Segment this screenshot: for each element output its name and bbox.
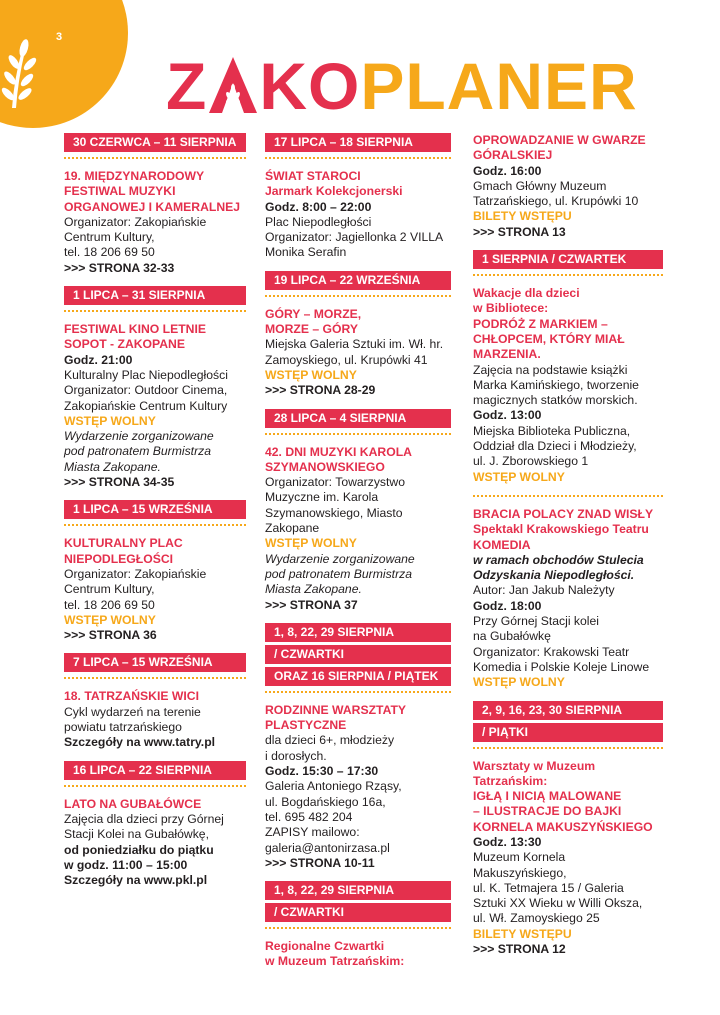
event-title: RODZINNE WARSZTATY [265,702,407,717]
date-header: 1 LIPCA – 15 WRZEŚNIA [64,500,246,519]
event-title: w Muzeum Tatrzańskim: [265,954,405,969]
date-header: 17 LIPCA – 18 SIERPNIA [265,133,451,152]
page-number: 3 [56,31,63,43]
event-organizer: Organizator: Jagiellonka 2 VILLA [265,230,444,245]
event-schedule: w godz. 11:00 – 15:00 [64,857,188,872]
dotted-divider [265,433,451,435]
event-organizer: Organizator: Towarzystwo [265,475,405,490]
event-note: Odzyskania Niepodległości. [473,568,635,583]
event-title: BRACIA POLACY ZNAD WISŁY [473,506,654,521]
date-header: 1, 8, 22, 29 SIERPNIA [265,623,451,642]
date-header: 1, 8, 22, 29 SIERPNIA [265,881,451,900]
event-venue: Gmach Główny Muzeum [473,178,607,193]
event-title: LATO NA GUBAŁÓWCE [64,796,202,811]
event-organizer: Centrum Kultury, [64,230,155,245]
event-title: GÓRALSKIEJ [473,148,553,163]
event-note: w ramach obchodów Stulecia [473,552,644,567]
event-venue: Makuszyńskiego, [473,865,567,880]
event-title: NIEPODLEGŁOŚCI [64,551,174,566]
event-entry [64,536,246,643]
page-reference: >>> STRONA 12 [473,942,566,957]
event-venue: ul. Wł. Zamoyskiego 25 [473,911,600,926]
event-description: magicznych statków morskich. [473,393,638,408]
column-2 [265,133,451,980]
date-header: / CZWARTKI [265,903,451,922]
dotted-divider [64,677,246,679]
dotted-divider [64,785,246,787]
event-title: ŚWIAT STAROCI [265,169,361,183]
event-description: Stacji Kolei na Gubałówkę, [64,827,209,842]
event-description: i dorosłych. [265,748,327,763]
event-venue: ul. K. Tetmajera 15 / Galeria [473,880,624,895]
event-subtitle: Spektakl Krakowskiego Teatru [473,522,649,537]
event-title: MARZENIA. [473,347,541,362]
event-venue: Miejska Biblioteka Publiczna, [473,423,631,438]
event-entry [265,703,451,871]
event-organizer: Zakopane [265,521,320,536]
free-entry-label: WSTĘP WOLNY [64,413,156,428]
event-entry [265,307,451,399]
event-entry [64,169,246,276]
brand-part-2: KO [259,49,361,123]
date-header: 1 LIPCA – 31 SIERPNIA [64,286,246,305]
event-venue: Galeria Antoniego Rząsy, [265,779,402,794]
letter-a-wheat-icon [208,55,258,113]
dotted-divider [473,274,663,276]
page-reference: >>> STRONA 34-35 [64,475,175,490]
event-description: Zajęcia dla dzieci przy Górnej [64,811,224,826]
date-header: 19 LIPCA – 22 WRZEŚNIA [265,271,451,290]
tickets-label: BILETY WSTĘPU [473,209,572,224]
date-header: ORAZ 16 SIERPNIA / PIĄTEK [265,667,451,686]
date-header: 2, 9, 16, 23, 30 SIERPNIA [473,701,663,720]
brand-part-3: PLANER [360,49,638,123]
page-reference: >>> STRONA 32-33 [64,260,175,275]
event-title: KULTURALNY PLAC [64,536,183,551]
event-time: Godz. 21:00 [64,352,133,367]
event-venue: Miejska Galeria Sztuki im. Wł. hr. [265,337,444,352]
dotted-divider [64,524,246,526]
event-entry [64,322,246,490]
event-title: 18. TATRZAŃSKIE WICI [64,689,199,704]
event-phone: tel. 18 206 69 50 [64,597,155,612]
column-3 [473,133,663,967]
event-entry [265,939,451,970]
event-title: Warsztaty w Muzeum [473,758,596,773]
event-time: Godz. 8:00 – 22:00 [265,199,372,214]
event-entry [473,133,663,240]
dotted-divider [473,747,663,749]
event-entry [64,689,246,750]
free-entry-label: WSTĘP WOLNY [473,469,565,484]
event-venue: Muzeum Kornela [473,850,566,865]
event-subtitle: KOMEDIA [473,537,531,552]
event-time: Godz. 13:30 [473,834,542,849]
date-header: / PIĄTKI [473,723,663,742]
event-title: KORNELA MAKUSZYŃSKIEGO [473,819,653,834]
event-venue: ul. Bogdańskiego 16a, [265,794,386,809]
event-description: Zajęcia na podstawie książki [473,362,628,377]
event-organizer: Organizator: Krakowski Teatr [473,644,630,659]
patronage-note: pod patronatem Burmistrza [64,444,211,459]
event-venue: ul. J. Zborowskiego 1 [473,454,589,469]
event-title: 42. DNI MUZYKI KAROLA [265,444,412,459]
event-phone: tel. 695 482 204 [265,809,353,824]
free-entry-label: WSTĘP WOLNY [265,536,357,551]
event-entry [473,759,663,958]
event-organizer: Organizator: Outdoor Cinema, [64,383,228,398]
patronage-note: Miasta Zakopane. [265,582,362,597]
event-organizer: Monika Serafin [265,245,347,260]
event-venue: Przy Górnej Stacji kolei [473,614,599,629]
event-description: Cykl wydarzeń na terenie [64,704,201,719]
event-title: Regionalne Czwartki [265,939,385,954]
event-title: Wakacje dla dzieci [473,286,580,301]
event-time: Godz. 18:00 [473,598,542,613]
dotted-divider [64,310,246,312]
date-header: 7 LIPCA – 15 WRZEŚNIA [64,653,246,672]
event-title: CHŁOPCEM, KTÓRY MIAŁ [473,331,625,346]
event-entry [64,797,246,889]
patronage-note: Wydarzenie zorganizowane [265,551,415,566]
event-entry [265,445,451,613]
free-entry-label: WSTĘP WOLNY [265,367,357,382]
event-venue: Kulturalny Plac Niepodległości [64,367,228,382]
event-organizer: Szymanowskiego, Miasto [265,505,403,520]
dotted-divider [265,157,451,159]
date-header: / CZWARTKI [265,645,451,664]
event-title: SOPOT - ZAKOPANE [64,337,185,352]
free-entry-label: WSTĘP WOLNY [473,675,565,690]
dotted-divider [265,691,451,693]
page-reference: >>> STRONA 10-11 [265,855,375,870]
event-title: FESTIWAL MUZYKI [64,184,176,199]
event-title: GÓRY – MORZE, [265,306,362,321]
event-organizer: Zakopiańskie Centrum Kultury [64,398,228,413]
event-organizer: Muzyczne im. Karola [265,490,379,505]
event-title: PLASTYCZNE [265,718,347,733]
date-header: 28 LIPCA – 4 SIERPNIA [265,409,451,428]
event-subtitle: Jarmark Kolekcjonerski [265,184,403,199]
patronage-note: Miasta Zakopane. [64,459,161,474]
dotted-divider [265,927,451,929]
event-description: powiatu tatrzańskiego [64,720,182,735]
page-reference: >>> STRONA 36 [64,628,157,643]
event-time: Godz. 15:30 – 17:30 [265,764,379,779]
event-venue: na Gubałówkę [473,629,551,644]
event-title: IGŁĄ I NICIĄ MALOWANE [473,789,622,804]
page-reference: >>> STRONA 37 [265,597,358,612]
event-title: OPROWADZANIE W GWARZE [473,133,646,147]
event-venue: Tatrzańskiego, ul. Krupówki 10 [473,194,639,209]
tickets-label: BILETY WSTĘPU [473,926,572,941]
dotted-divider [265,295,451,297]
event-organizer: Komedia i Polskie Koleje Linowe [473,659,650,674]
event-title: – ILUSTRACJE DO BAJKI [473,804,622,819]
event-phone: tel. 18 206 69 50 [64,245,155,260]
free-entry-label: WSTĘP WOLNY [64,612,156,627]
dotted-divider [473,495,663,497]
event-venue: Sztuki XX Wieku w Willi Oksza, [473,896,643,911]
date-header: 1 SIERPNIA / CZWARTEK [473,250,663,269]
event-title: 19. MIĘDZYNARODOWY [64,169,205,183]
event-venue: Oddział dla Dzieci i Młodzieży, [473,439,637,454]
event-title: SZYMANOWSKIEGO [265,459,385,474]
event-description: dla dzieci 6+, młodzieży [265,733,395,748]
event-title: w Bibliotece: [473,301,549,316]
event-website: Szczegóły na www.pkl.pl [64,873,208,888]
date-header: 30 CZERWCA – 11 SIERPNIA [64,133,246,152]
event-time: Godz. 13:00 [473,408,542,423]
page-reference: >>> STRONA 28-29 [265,383,376,398]
event-title: Tatrzańskim: [473,773,548,788]
event-organizer: Organizator: Zakopiańskie [64,214,207,229]
event-venue: Plac Niepodległości [265,214,372,229]
event-description: Marka Kamińskiego, tworzenie [473,377,639,392]
event-organizer: Organizator: Zakopiańskie [64,566,207,581]
event-entry [265,169,451,261]
event-author: Autor: Jan Jakub Należyty [473,583,615,598]
wheat-icon [0,30,63,110]
brand-logo [166,49,638,123]
event-title: PODRÓŻ Z MARKIEM – [473,316,608,331]
event-website: Szczegóły na www.tatry.pl [64,735,216,750]
event-time: Godz. 16:00 [473,163,542,178]
event-organizer: Centrum Kultury, [64,582,155,597]
event-title: FESTIWAL KINO LETNIE [64,322,206,337]
event-entry [473,286,663,485]
patronage-note: Wydarzenie zorganizowane [64,429,214,444]
patronage-note: pod patronatem Burmistrza [265,566,412,581]
column-1 [64,133,246,898]
event-entry [473,507,663,691]
dotted-divider [64,157,246,159]
event-registration: ZAPISY mailowo: [265,825,360,840]
event-schedule: od poniedziałku do piątku [64,842,214,857]
date-header: 16 LIPCA – 22 SIERPNIA [64,761,246,780]
event-title: ORGANOWEJ I KAMERALNEJ [64,199,241,214]
event-venue: Zamoyskiego, ul. Krupówki 41 [265,352,428,367]
event-email: galeria@antonirzasa.pl [265,840,390,855]
brand-part-1: Z [166,49,208,123]
event-title: MORZE – GÓRY [265,322,358,337]
page-reference: >>> STRONA 13 [473,224,566,239]
